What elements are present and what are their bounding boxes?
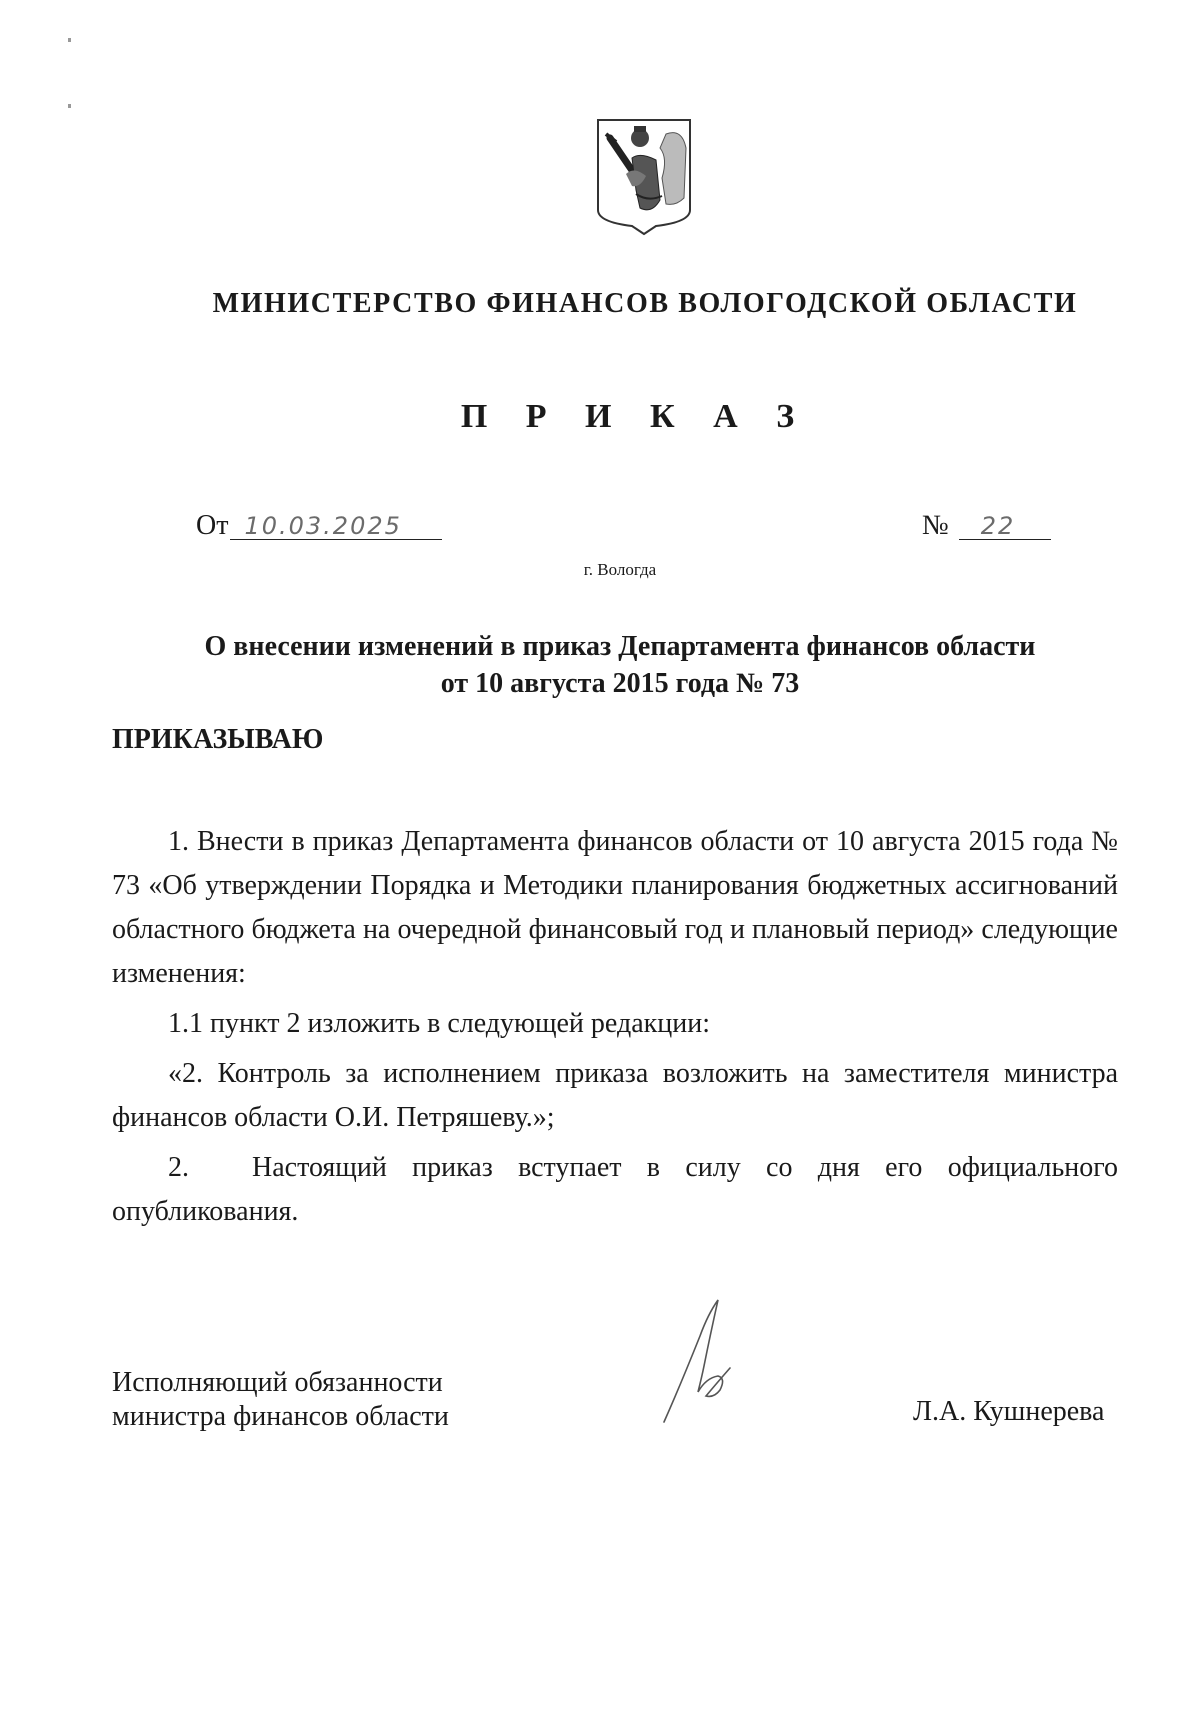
coat-of-arms-icon [596, 118, 692, 236]
signatory-name: Л.А. Кушнерева [913, 1396, 1105, 1427]
signatory-position [112, 1366, 449, 1434]
paragraph-quote: «2. Контроль за исполнением приказа возложить на заместителя министра финансов области О.И. Петряшеву.»; [112, 1058, 1118, 1133]
number-label: № [922, 510, 949, 541]
handwritten-signature [660, 1296, 740, 1426]
city: г. Вологда [583, 560, 657, 579]
subject-line-2: от 10 августа 2015 года № 73 [440, 668, 800, 699]
number-value: 22 [959, 513, 1051, 540]
paragraph-2-text: Настоящий приказ вступает в силу со дня его официального опубликования. [112, 1152, 1118, 1227]
directive: ПРИКАЗЫВАЮ [112, 724, 324, 755]
number-row [922, 510, 1051, 542]
paragraph-2 [112, 1146, 1118, 1234]
signatory-position-line-1: Исполняющий обязанности [112, 1367, 443, 1398]
document-type-title: П Р И К А З [460, 398, 810, 435]
scan-speck [68, 104, 71, 108]
subject-line-1: О внесении изменений в приказ Департамента финансов области [204, 631, 1036, 662]
date-label: От [196, 510, 229, 541]
paragraph-1-1: 1.1 пункт 2 изложить в следующей редакции: [168, 1008, 710, 1039]
ministry-name: МИНИСТЕРСТВО ФИНАНСОВ ВОЛОГОДСКОЙ ОБЛАСТИ [212, 288, 1078, 319]
date-value: 10.03.2025 [230, 513, 442, 540]
body-text [112, 820, 1118, 1240]
paragraph-1: 1. Внести в приказ Департамента финансов области от 10 августа 2015 года № 73 «Об утверждении Порядка и Методики планирования бюджетных ассигнований областного бюджета на очередной финансовый год и плановый период» следующие изменения: [112, 826, 1118, 989]
date-row [196, 510, 442, 542]
signatory-position-line-2: министра финансов области [112, 1401, 449, 1432]
scan-speck [68, 38, 71, 42]
subject-heading [0, 628, 1200, 702]
paragraph-2-number: 2. [168, 1152, 189, 1183]
